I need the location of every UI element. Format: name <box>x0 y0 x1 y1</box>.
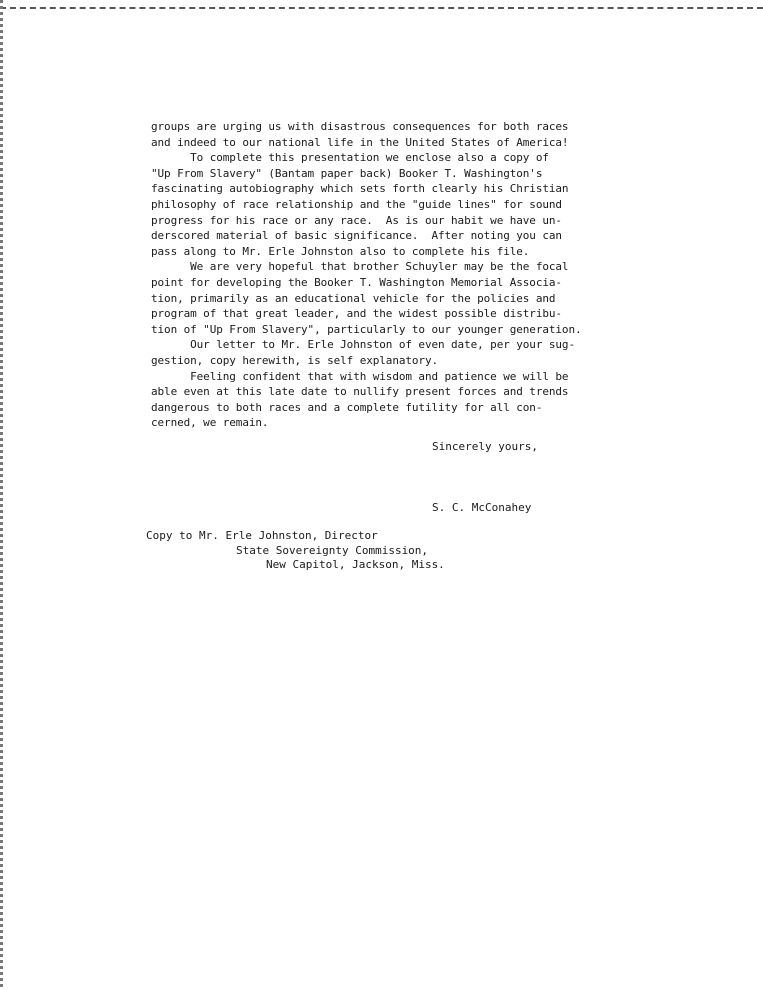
body-line: tion of "Up From Slavery", particularly to our younger generation. <box>151 322 582 336</box>
body-line: Feeling confident that with wisdom and patience we will be <box>151 369 569 383</box>
body-line: fascinating autobiography which sets forth clearly his Christian <box>151 182 569 196</box>
body-line: progress for his race or any race. As is our habit we have un- <box>151 213 562 227</box>
scan-edge-left <box>0 0 3 990</box>
body-line: We are very hopeful that brother Schuyler may be the focal <box>151 260 569 274</box>
body-line: Our letter to Mr. Erle Johnston of even date, per your sug- <box>151 338 575 352</box>
closing: Sincerely yours, <box>432 440 538 453</box>
body-line: gestion, copy herewith, is self explanatory. <box>151 353 438 367</box>
body-line: and indeed to our national life in the United States of America! <box>151 135 569 149</box>
body-line: point for developing the Booker T. Washington Memorial Associa- <box>151 275 562 289</box>
body-line: philosophy of race relationship and the "guide lines" for sound <box>151 197 562 211</box>
body-line: groups are urging us with disastrous consequences for both races <box>151 120 569 133</box>
copy-to-line: New Capitol, Jackson, Miss. <box>266 558 445 572</box>
body-line: "Up From Slavery" (Bantam paper back) Booker T. Washington's <box>151 166 543 180</box>
letter-body <box>151 119 651 431</box>
body-line: program of that great leader, and the widest possible distribu- <box>151 307 562 321</box>
copy-to-block <box>146 529 566 573</box>
body-line: cerned, we remain. <box>151 416 269 430</box>
body-line: dangerous to both races and a complete futility for all con- <box>151 400 543 414</box>
copy-to-line: State Sovereignty Commission, <box>236 543 429 557</box>
body-line: derscored material of basic significance. After noting you can <box>151 229 562 243</box>
signature: S. C. McConahey <box>432 501 532 514</box>
scan-edge-top <box>0 0 763 9</box>
body-line: able even at this late date to nullify present forces and trends <box>151 385 569 399</box>
body-line: pass along to Mr. Erle Johnston also to complete his file. <box>151 244 530 258</box>
body-line: tion, primarily as an educational vehicle for the policies and <box>151 291 556 305</box>
body-line: To complete this presentation we enclose also a copy of <box>151 151 549 165</box>
copy-to-line: Copy to Mr. Erle Johnston, Director <box>146 529 378 542</box>
